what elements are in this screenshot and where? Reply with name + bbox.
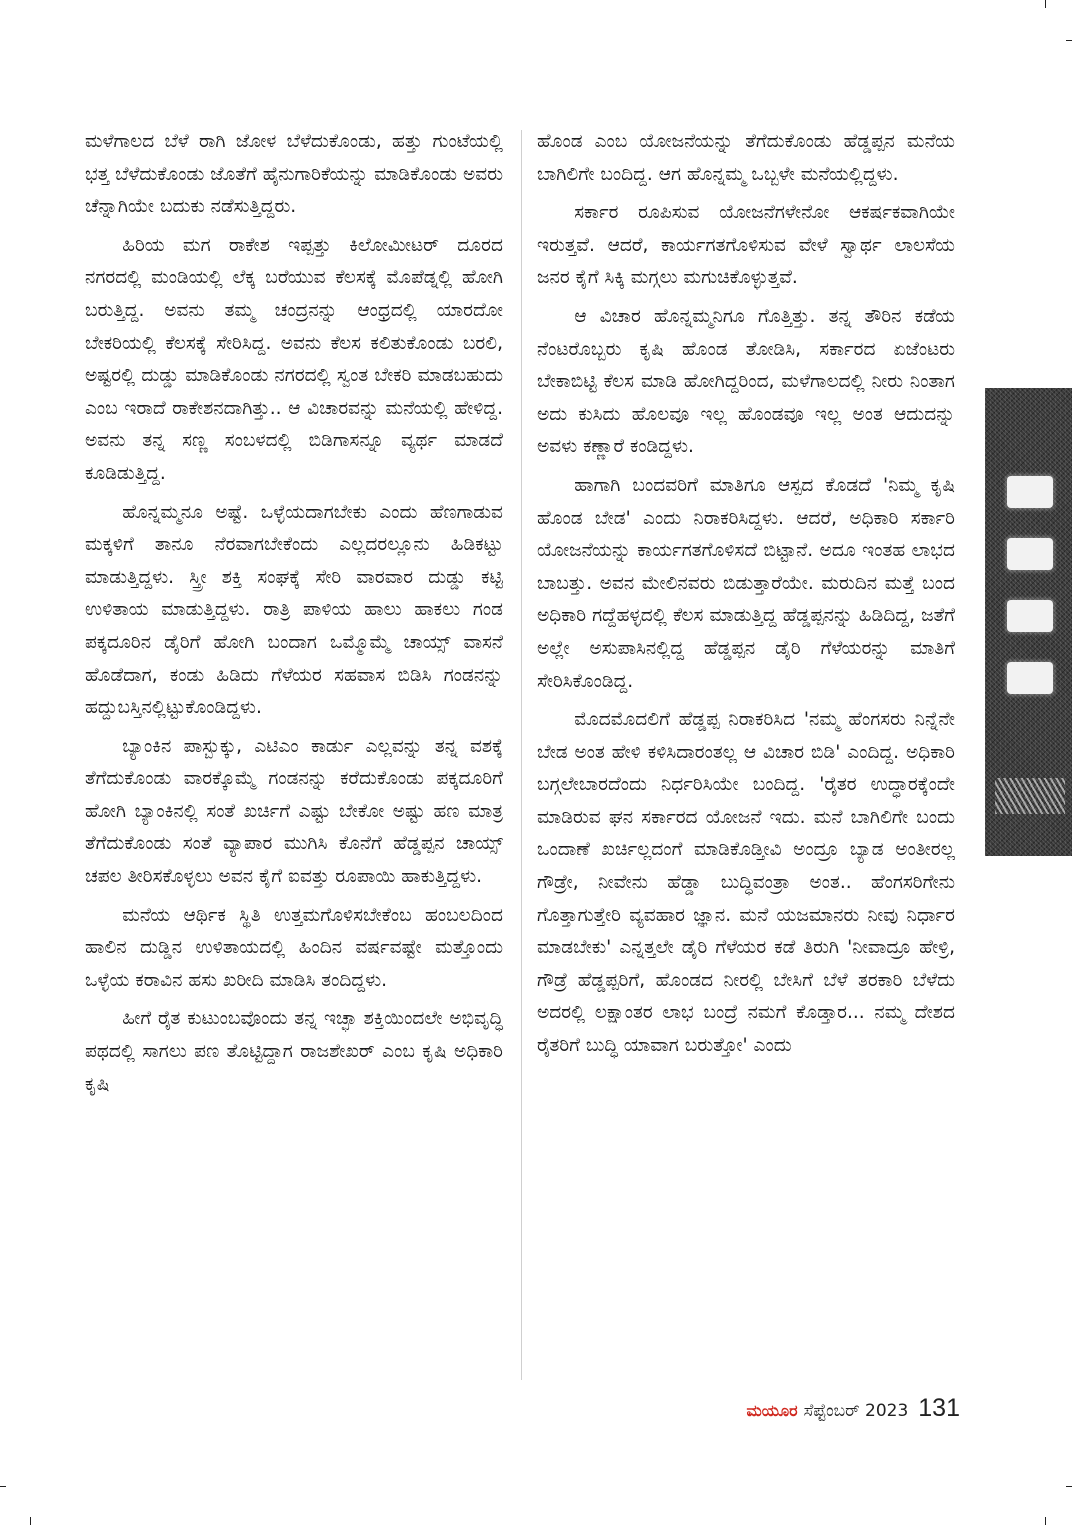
tab-texture: [995, 778, 1065, 814]
tab-mark: [1007, 662, 1053, 694]
crop-mark: [0, 1486, 6, 1487]
column-divider: [521, 130, 522, 1380]
crop-mark: [1066, 40, 1072, 41]
page-number: 131: [918, 1394, 960, 1422]
crop-mark: [30, 1517, 31, 1525]
tab-mark: [1007, 538, 1053, 570]
issue-date: ಸೆಪ್ಟೆಂಬರ್ 2023: [803, 1401, 909, 1421]
section-thumb-tab: [985, 388, 1072, 856]
paragraph: ಮನೆಯ ಆರ್ಥಿಕ ಸ್ಥಿತಿ ಉತ್ತಮಗೊಳಿಸಬೇಕೆಂಬ ಹಂಬಲದಿಂದ ಹಾಲಿನ ದುಡ್ಡಿನ ಉಳಿತಾಯದಲ್ಲಿ ಹಿಂದಿನ ವರ್ಷವಷ್ಟೇ ಮತ್ತೊಂದು ಒಳ್ಳೆಯ ಕರಾವಿನ ಹಸು ಖರೀದಿ ಮಾಡಿಸಿ ತಂದಿದ್ದಳು.: [85, 904, 503, 991]
paragraph: ಹಿರಿಯ ಮಗ ರಾಕೇಶ ಇಪ್ಪತ್ತು ಕಿಲೋಮೀಟರ್ ದೂರದ ನಗರದಲ್ಲಿ ಮಂಡಿಯಲ್ಲಿ ಲೆಕ್ಕ ಬರೆಯುವ ಕೆಲಸಕ್ಕೆ ಮೊಪೆಡ್ನಲ್ಲಿ ಹೋಗಿ ಬರುತ್ತಿದ್ದ. ಅವನು ತಮ್ಮ ಚಂದ್ರನನ್ನು ಆಂಧ್ರದಲ್ಲಿ ಯಾರದೋ ಬೇಕರಿಯಲ್ಲಿ ಕೆಲಸಕ್ಕೆ ಸೇರಿಸಿದ್ದ. ಅವನು ಕೆಲಸ ಕಲಿತುಕೊಂಡು ಬರಲಿ, ಅಷ್ಟರಲ್ಲಿ ದುಡ್ಡು ಮಾಡಿಕೊಂಡು ನಗರದಲ್ಲಿ ಸ್ವಂತ ಬೇಕರಿ ಮಾಡಬಹುದು ಎಂಬ ಇರಾದೆ ರಾಕೇಶನದಾಗಿತ್ತು.. ಆ ವಿಚಾರವನ್ನು ಮನೆಯಲ್ಲಿ ಹೇಳಿದ್ದ. ಅವನು ತನ್ನ ಸಣ್ಣ ಸಂಬಳದಲ್ಲಿ ಬಿಡಿಗಾಸನ್ನೂ ವ್ಯರ್ಥ ಮಾಡದೆ ಕೂಡಿಡುತ್ತಿದ್ದ.: [85, 234, 503, 484]
paragraph: ಹಾಗಾಗಿ ಬಂದವರಿಗೆ ಮಾತಿಗೂ ಆಸ್ಪದ ಕೊಡದೆ 'ನಿಮ್ಮ ಕೃಷಿ ಹೊಂಡ ಬೇಡ' ಎಂದು ನಿರಾಕರಿಸಿದ್ದಳು. ಆದರೆ, ಅಧಿಕಾರಿ ಸರ್ಕಾರಿ ಯೋಜನೆಯನ್ನು ಕಾರ್ಯಗತಗೊಳಿಸದೆ ಬಿಟ್ಟಾನೆ. ಅದೂ ಇಂತಹ ಲಾಭದ ಬಾಬತ್ತು. ಅವನ ಮೇಲಿನವರು ಬಿಡುತ್ತಾರೆಯೇ. ಮರುದಿನ ಮತ್ತೆ ಬಂದ ಅಧಿಕಾರಿ ಗದ್ದೆಹಳ್ಳದಲ್ಲಿ ಕೆಲಸ ಮಾಡುತ್ತಿದ್ದ ಹೆಡ್ಡಪ್ಪನನ್ನು ಹಿಡಿದಿದ್ದ, ಜತೆಗೆ ಅಲ್ಲೇ ಅಸುಪಾಸಿನಲ್ಲಿದ್ದ ಹೆಡ್ಡಪ್ಪನ ಡೈರಿ ಗೆಳೆಯರನ್ನು ಮಾತಿಗೆ ಸೇರಿಸಿಕೊಂಡಿದ್ದ.: [537, 474, 955, 692]
crop-mark: [1045, 0, 1046, 8]
left-column: [85, 126, 503, 1107]
paragraph: ಮಳೆಗಾಲದ ಬೆಳೆ ರಾಗಿ ಜೋಳ ಬೆಳೆದುಕೊಂಡು, ಹತ್ತು ಗುಂಟೆಯಲ್ಲಿ ಭತ್ತ ಬೆಳೆದುಕೊಂಡು ಜೊತೆಗೆ ಹೈನುಗಾರಿಕೆಯನ್ನು ಮಾಡಿಕೊಂಡು ಅವರು ಚೆನ್ನಾಗಿಯೇ ಬದುಕು ನಡೆಸುತ್ತಿದ್ದರು.: [85, 131, 503, 218]
paragraph: ಮೊದಮೊದಲಿಗೆ ಹೆಡ್ಡಪ್ಪ ನಿರಾಕರಿಸಿದ 'ನಮ್ಮ ಹೆಂಗಸರು ನಿನ್ನೆನೇ ಬೇಡ ಅಂತ ಹೇಳಿ ಕಳಿಸಿದಾರಂತಲ್ಲ ಆ ವಿಚಾರ ಬಿಡಿ' ಎಂದಿದ್ದ. ಅಧಿಕಾರಿ ಬಗ್ಗಲೇಬಾರದೆಂದು ನಿರ್ಧರಿಸಿಯೇ ಬಂದಿದ್ದ. 'ರೈತರ ಉದ್ಧಾರಕ್ಕೆಂದೇ ಮಾಡಿರುವ ಘನ ಸರ್ಕಾರದ ಯೋಜನೆ ಇದು. ಮನೆ ಬಾಗಿಲಿಗೇ ಬಂದು ಒಂದಾಣೆ ಖರ್ಚಿಲ್ಲದಂಗೆ ಮಾಡಿಕೊಡ್ತೀವಿ ಅಂದ್ರೂ ಬ್ಯಾಡ ಅಂತೀರಲ್ಲ ಗೌಡ್ರೇ, ನೀವೇನು ಹೆಡ್ಡಾ ಬುದ್ಧಿವಂತ್ರಾ ಅಂತ.. ಹೆಂಗಸರಿಗೇನು ಗೊತ್ತಾಗುತ್ತೇರಿ ವ್ಯವಹಾರ ಜ್ಞಾನ. ಮನೆ ಯಜಮಾನರು ನೀವು ನಿರ್ಧಾರ ಮಾಡಬೇಕು' ಎನ್ನತ್ತಲೇ ಡೈರಿ ಗೆಳೆಯರ ಕಡೆ ತಿರುಗಿ 'ನೀವಾದ್ರೂ ಹೇಳ್ರಿ, ಗೌಡ್ರೆ ಹೆಡ್ಡಪ್ಪರಿಗೆ, ಹೊಂಡದ ನೀರಲ್ಲಿ ಬೇಸಿಗೆ ಬೆಳೆ ತರಕಾರಿ ಬೆಳೆದು ಅದರಲ್ಲಿ ಲಕ್ಷಾಂತರ ಲಾಭ ಬಂದ್ರೆ ನಮಗೆ ಕೊಡ್ತಾರ... ನಮ್ಮ ದೇಶದ ರೈತರಿಗೆ ಬುದ್ಧಿ ಯಾವಾಗ ಬರುತ್ತೋ' ಎಂದು: [537, 709, 955, 1057]
paragraph: ಸರ್ಕಾರ ರೂಪಿಸುವ ಯೋಜನೆಗಳೇನೋ ಆಕರ್ಷಕವಾಗಿಯೇ ಇರುತ್ತವೆ. ಆದರೆ, ಕಾರ್ಯಗತಗೊಳಿಸುವ ವೇಳೆ ಸ್ವಾರ್ಥ ಲಾಲಸೆಯ ಜನರ ಕೈಗೆ ಸಿಕ್ಕಿ ಮಗ್ಗಲು ಮಗುಚಿಕೊಳ್ಳುತ್ತವೆ.: [537, 202, 955, 289]
tab-mark: [1007, 600, 1053, 632]
page-footer: [747, 1394, 960, 1423]
paragraph: ಆ ವಿಚಾರ ಹೊನ್ನಮ್ಮನಿಗೂ ಗೊತ್ತಿತ್ತು. ತನ್ನ ತೌರಿನ ಕಡೆಯ ನೆಂಟರೊಬ್ಬರು ಕೃಷಿ ಹೊಂಡ ತೋಡಿಸಿ, ಸರ್ಕಾರದ ಏಜೆಂಟರು ಬೇಕಾಬಿಟ್ಟಿ ಕೆಲಸ ಮಾಡಿ ಹೋಗಿದ್ದರಿಂದ, ಮಳೆಗಾಲದಲ್ಲಿ ನೀರು ನಿಂತಾಗ ಅದು ಕುಸಿದು ಹೊಲವೂ ಇಲ್ಲ ಹೊಂಡವೂ ಇಲ್ಲ ಅಂತ ಆದುದನ್ನು ಅವಳು ಕಣ್ಣಾರೆ ಕಂಡಿದ್ದಳು.: [537, 305, 955, 458]
paragraph: ಹೊಂಡ ಎಂಬ ಯೋಜನೆಯನ್ನು ತೆಗೆದುಕೊಂಡು ಹೆಡ್ಡಪ್ಪನ ಮನೆಯ ಬಾಗಿಲಿಗೇ ಬಂದಿದ್ದ. ಆಗ ಹೊನ್ನಮ್ಮ ಒಬ್ಬಳೇ ಮನೆಯಲ್ಲಿದ್ದಳು.: [537, 131, 955, 185]
magazine-name: ಮಯೂರ: [746, 1401, 798, 1420]
paragraph: ಹೊನ್ನಮ್ಮನೂ ಅಷ್ಟೆ. ಒಳ್ಳೆಯದಾಗಬೇಕು ಎಂದು ಹೆಣಗಾಡುವ ಮಕ್ಕಳಿಗೆ ತಾನೂ ನೆರವಾಗಬೇಕೆಂದು ಎಲ್ಲದರಲ್ಲೂನು ಹಿಡಿಕಟ್ಟು ಮಾಡುತ್ತಿದ್ದಳು. ಸ್ತ್ರೀ ಶಕ್ತಿ ಸಂಘಕ್ಕೆ ಸೇರಿ ವಾರವಾರ ದುಡ್ಡು ಕಟ್ಟಿ ಉಳಿತಾಯ ಮಾಡುತ್ತಿದ್ದಳು. ರಾತ್ರಿ ಪಾಳಿಯ ಹಾಲು ಹಾಕಲು ಗಂಡ ಪಕ್ಕದೂರಿನ ಡೈರಿಗೆ ಹೋಗಿ ಬಂದಾಗ ಒಮ್ಮೊಮ್ಮೆ ಚಾಯ್ಸ್ ವಾಸನೆ ಹೊಡೆದಾಗ, ಕಂಡು ಹಿಡಿದು ಗೆಳೆಯರ ಸಹವಾಸ ಬಿಡಿಸಿ ಗಂಡನನ್ನು ಹದ್ದುಬಸ್ತಿನಲ್ಲಿಟ್ಟುಕೊಂಡಿದ್ದಳು.: [85, 501, 503, 719]
tab-mark: [1007, 476, 1053, 508]
paragraph: ಬ್ಯಾಂಕಿನ ಪಾಸ್ಬುಕ್ಕು, ಎಟಿಎಂ ಕಾರ್ಡು ಎಲ್ಲವನ್ನು ತನ್ನ ವಶಕ್ಕೆ ತೆಗೆದುಕೊಂಡು ವಾರಕ್ಕೊಮ್ಮೆ ಗಂಡನನ್ನು ಕರೆದುಕೊಂಡು ಪಕ್ಕದೂರಿಗೆ ಹೋಗಿ ಬ್ಯಾಂಕಿನಲ್ಲಿ ಸಂತೆ ಖರ್ಚಿಗೆ ಎಷ್ಟು ಬೇಕೋ ಅಷ್ಟು ಹಣ ಮಾತ್ರ ತೆಗೆದುಕೊಂಡು ಸಂತೆ ವ್ಯಾಪಾರ ಮುಗಿಸಿ ಕೊನೆಗೆ ಹೆಡ್ಡಪ್ಪನ ಚಾಯ್ಸ್ ಚಪಲ ತೀರಿಸಕೊಳ್ಳಲು ಅವನ ಕೈಗೆ ಐವತ್ತು ರೂಪಾಯಿ ಹಾಕುತ್ತಿದ್ದಳು.: [85, 735, 503, 888]
crop-mark: [1045, 1517, 1046, 1525]
right-column: [537, 126, 955, 1069]
paragraph: ಹೀಗೆ ರೈತ ಕುಟುಂಬವೊಂದು ತನ್ನ ಇಚ್ಛಾ ಶಕ್ತಿಯಿಂದಲೇ ಅಭಿವೃದ್ಧಿ ಪಥದಲ್ಲಿ ಸಾಗಲು ಪಣ ತೊಟ್ಟಿದ್ದಾಗ ರಾಜಶೇಖರ್ ಎಂಬ ಕೃಷಿ ಅಧಿಕಾರಿ ಕೃಷಿ: [85, 1008, 503, 1095]
crop-mark: [1066, 1486, 1072, 1487]
